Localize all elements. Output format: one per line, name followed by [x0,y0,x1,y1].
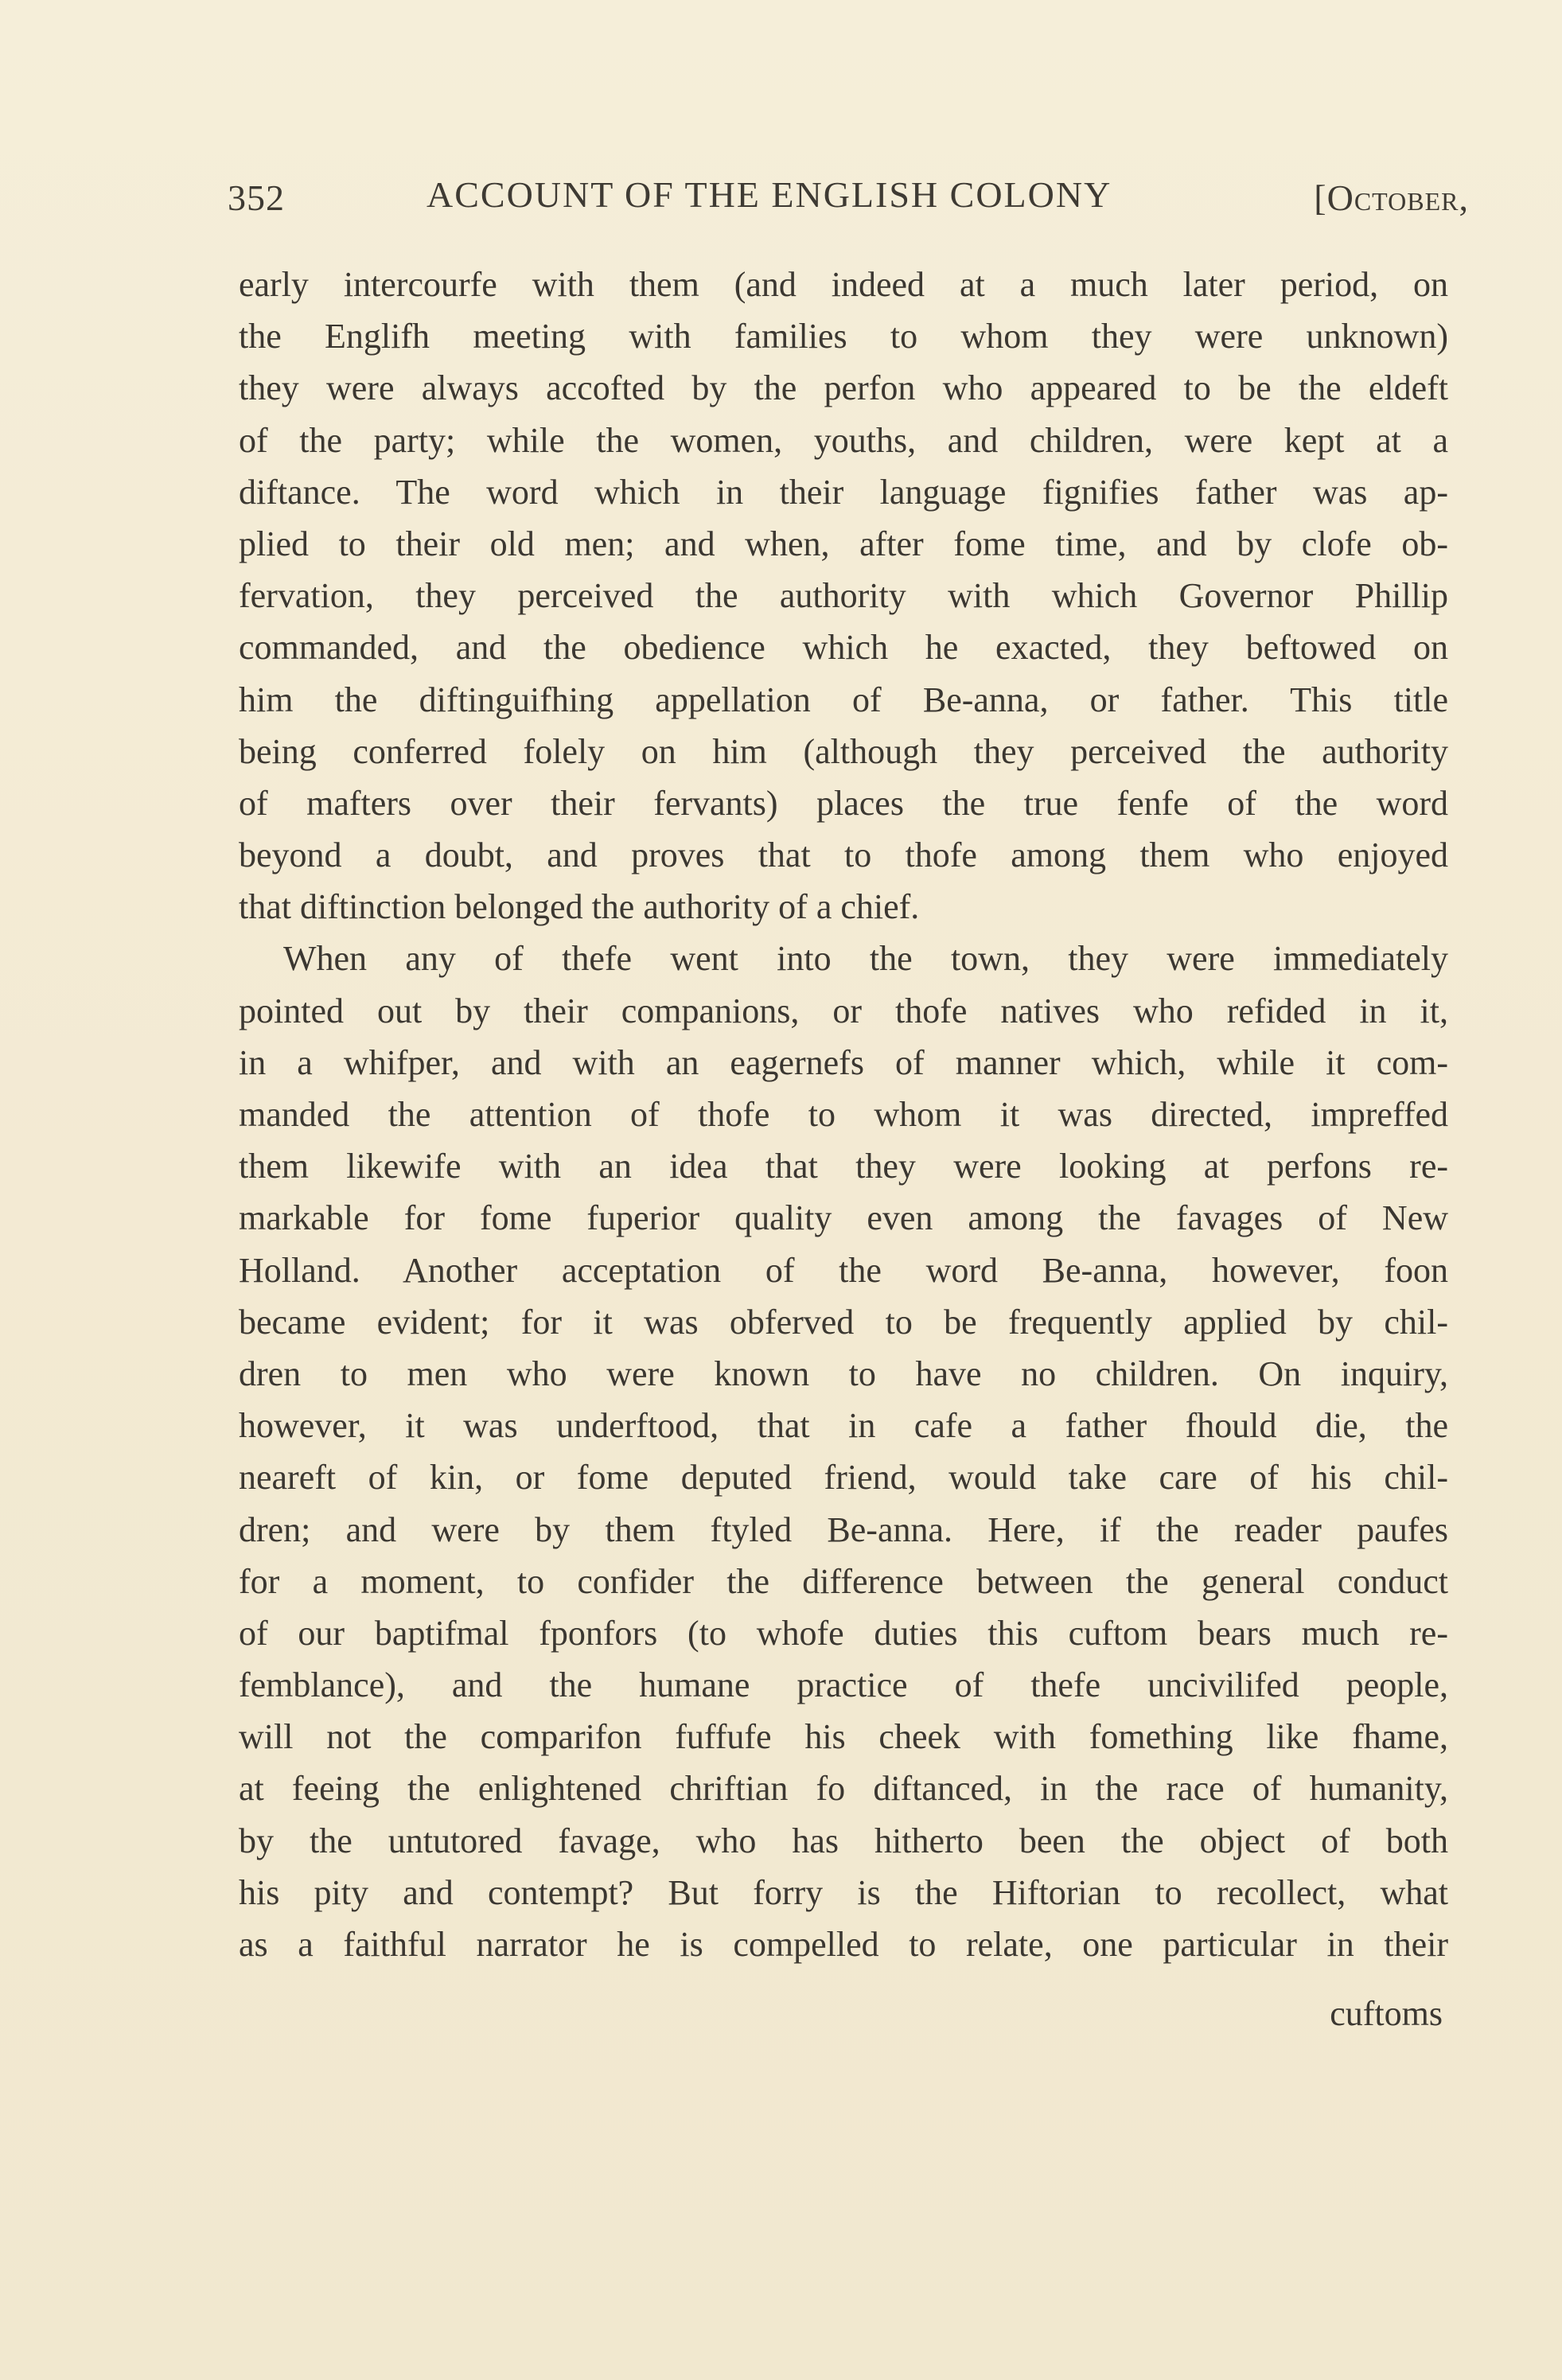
text-line: will not the comparifon fuffufe his cheek with fomething like fhame, [239,1717,1448,1757]
text-line: became evident; for it was obferved to be frequently applied by chil- [239,1302,1448,1342]
body-text [239,259,1448,1970]
running-title: ACCOUNT OF THE ENGLISH COLONY [427,174,1112,215]
text-line: that diftinction belonged the authority of a chief. [239,887,920,927]
text-line: plied to their old men; and when, after fome time, and by clofe ob- [239,524,1448,563]
text-line: however, it was underftood, that in cafe a father fhould die, the [239,1406,1448,1446]
text-line: markable for fome fuperior quality even among the favages of New [239,1198,1448,1238]
running-month: [October, [1314,177,1469,218]
running-head [228,169,1469,224]
paragraph-2 [239,933,1448,1970]
page-number: 352 [228,177,285,218]
text-line: of mafters over their fervants) places the true fenfe of the word [239,783,1448,823]
text-line: When any of thefe went into the town, they were immediately [283,939,1448,979]
text-line: of the party; while the women, youths, and children, were kept at a [239,420,1448,460]
text-line: in a whifper, and with an eagernefs of manner which, while it com- [239,1042,1448,1082]
text-line: early intercourfe with them (and indeed at a much later period, on [239,265,1448,304]
text-line: fervation, they perceived the authority with which Governor Phillip [239,576,1448,616]
text-line: at feeing the enlightened chriftian fo diftanced, in the race of humanity, [239,1769,1448,1809]
text-line: the Englifh meeting with families to whom they were unknown) [239,317,1448,356]
text-line: being conferred folely on him (although they perceived the authority [239,731,1448,771]
text-line: pointed out by their companions, or thofe natives who refided in it, [239,991,1448,1030]
text-line: his pity and contempt? But forry is the Hiftorian to recollect, what [239,1872,1448,1912]
text-line: neareft of kin, or fome deputed friend, would take care of his chil- [239,1458,1448,1498]
text-line: dren; and were by them ftyled Be-anna. Here, if the reader paufes [239,1509,1448,1549]
text-line: manded the attention of thofe to whom it was directed, impreffed [239,1095,1448,1134]
text-line: by the untutored favage, who has hitherto been the object of both [239,1821,1448,1860]
text-line: Holland. Another acceptation of the word Be-anna, however, foon [239,1250,1448,1290]
text-line: femblance), and the humane practice of thefe uncivilifed people, [239,1665,1448,1705]
paragraph-1 [239,259,1448,933]
text-line: for a moment, to confider the difference between the general conduct [239,1561,1448,1601]
text-line: dren to men who were known to have no children. On inquiry, [239,1354,1448,1393]
text-line: they were always accofted by the perfon who appeared to be the eldeft [239,368,1448,408]
text-line: beyond a doubt, and proves that to thofe among them who enjoyed [239,836,1448,875]
text-line: of our baptifmal fponfors (to whofe duties this cuftom bears much re- [239,1613,1448,1653]
catchword: cuftoms [1330,1994,1443,2033]
text-line: him the diftinguifhing appellation of Be-anna, or father. This title [239,680,1448,719]
text-line: them likewife with an idea that they were looking at perfons re- [239,1147,1448,1186]
text-line: as a faithful narrator he is compelled to relate, one particular in their [239,1925,1448,1964]
text-line: commanded, and the obedience which he exacted, they beftowed on [239,628,1448,668]
text-line: diftance. The word which in their language fignifies father was ap- [239,472,1448,512]
